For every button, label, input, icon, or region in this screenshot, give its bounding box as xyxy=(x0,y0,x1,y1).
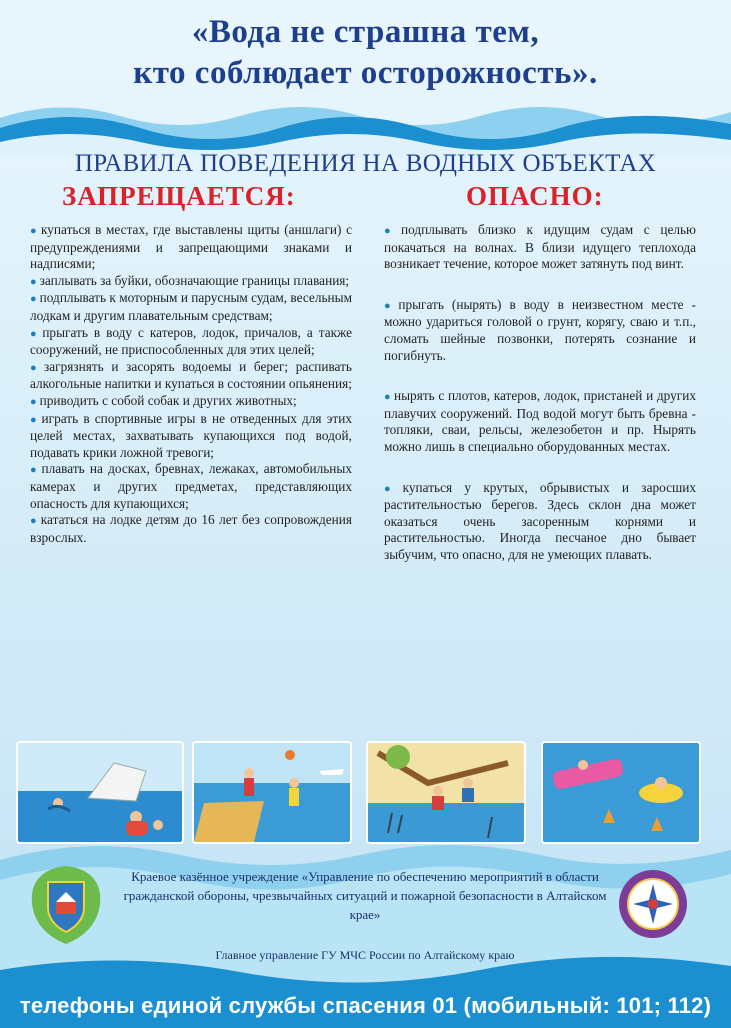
organization-name: Краевое казённое учреждение «Управление по обеспечению мероприятий в области гражданской обороны, чрезвычайных ситуаций и пожарной безопасности в Алтайском крае» xyxy=(123,869,607,922)
dangerous-heading: ОПАСНО: xyxy=(466,181,604,211)
rescue-phones: телефоны единой службы спасения 01 (мобильный: 101; 112) xyxy=(19,993,712,1018)
list-item: ● подплывать близко к идущим судам с целью покачаться на волнах. В близи идущего теплохода возникает течение, которое может затянуть под винт. xyxy=(384,222,696,272)
list-item: ● кататься на лодке детям до 16 лет без сопровождения взрослых. xyxy=(30,512,352,545)
list-item: ● приводить с собой собак и других животных; xyxy=(30,392,297,408)
illustration-boat-swimmers xyxy=(16,741,184,844)
list-item: ● прыгать в воду с катеров, лодок, причалов, а также сооружений, не приспособленных для этих целей; xyxy=(30,324,352,358)
list-item: ● загрязнять и засорять водоемы и берег; распивать алкогольные напитки и купаться в состоянии опьянения; xyxy=(30,358,352,392)
dangerous-list xyxy=(384,222,696,564)
list-item: ● прыгать (нырять) в воду в неизвестном месте - можно удариться головой о грунт, корягу, сваю и т.п., сломать шейные позвонки, потерять сознание и погибнуть. xyxy=(384,296,696,363)
illustration-beach-volleyball xyxy=(192,741,352,844)
list-item: ● заплывать за буйки, обозначающие границы плавания; xyxy=(30,272,350,288)
list-item: ● купаться у крутых, обрывистых и заросших растительностью берегов. Здесь склон дна может оказаться очень засоренным корнями и растительностью. Иногда песчаное дно бывает зыбучим, что опасно, для не умеющих плавать. xyxy=(384,479,696,562)
list-item: ● купаться в местах, где выставлены щиты (аншлаги) с предупреждениями и запрещающими знаками и надписями; xyxy=(30,222,352,272)
list-item: ● подплывать к моторным и парусным судам, весельным лодкам и другим плавательным средствам; xyxy=(30,290,352,323)
header-wave-decoration xyxy=(0,98,731,158)
forbidden-list xyxy=(30,222,352,546)
altai-coat-of-arms-emblem xyxy=(26,864,106,946)
illustration-jumping-from-tree xyxy=(366,741,526,844)
list-item: ● играть в спортивные игры в не отведенных для этих целей местах, захватывать купающихся под водой, подавать крики ложной тревоги; xyxy=(30,410,352,460)
header-title-line1: «Вода не страшна тем, xyxy=(191,14,540,50)
illustration-air-mattress xyxy=(541,741,701,844)
list-item: ● плавать на досках, бревнах, лежаках, автомобильных камерах и других предметах, представляющих опасность для купающихся; xyxy=(30,461,352,511)
list-item: ● нырять с плотов, катеров, лодок, пристаней и других плавучих сооружений. Под водой могут быть бревна - топляки, сваи, рельсы, железобетон и пр. Нырять можно лишь в специально оборудованных местах. xyxy=(384,388,696,454)
rules-title: ПРАВИЛА ПОВЕДЕНИЯ НА ВОДНЫХ ОБЪЕКТАХ xyxy=(74,150,657,177)
forbidden-heading: ЗАПРЕЩАЕТСЯ: xyxy=(62,181,296,211)
mchs-emblem xyxy=(617,868,689,940)
gu-mchs-caption: Главное управление ГУ МЧС России по Алтайскому краю xyxy=(215,948,515,962)
header-title-line2: кто соблюдает осторожность». xyxy=(133,55,598,91)
